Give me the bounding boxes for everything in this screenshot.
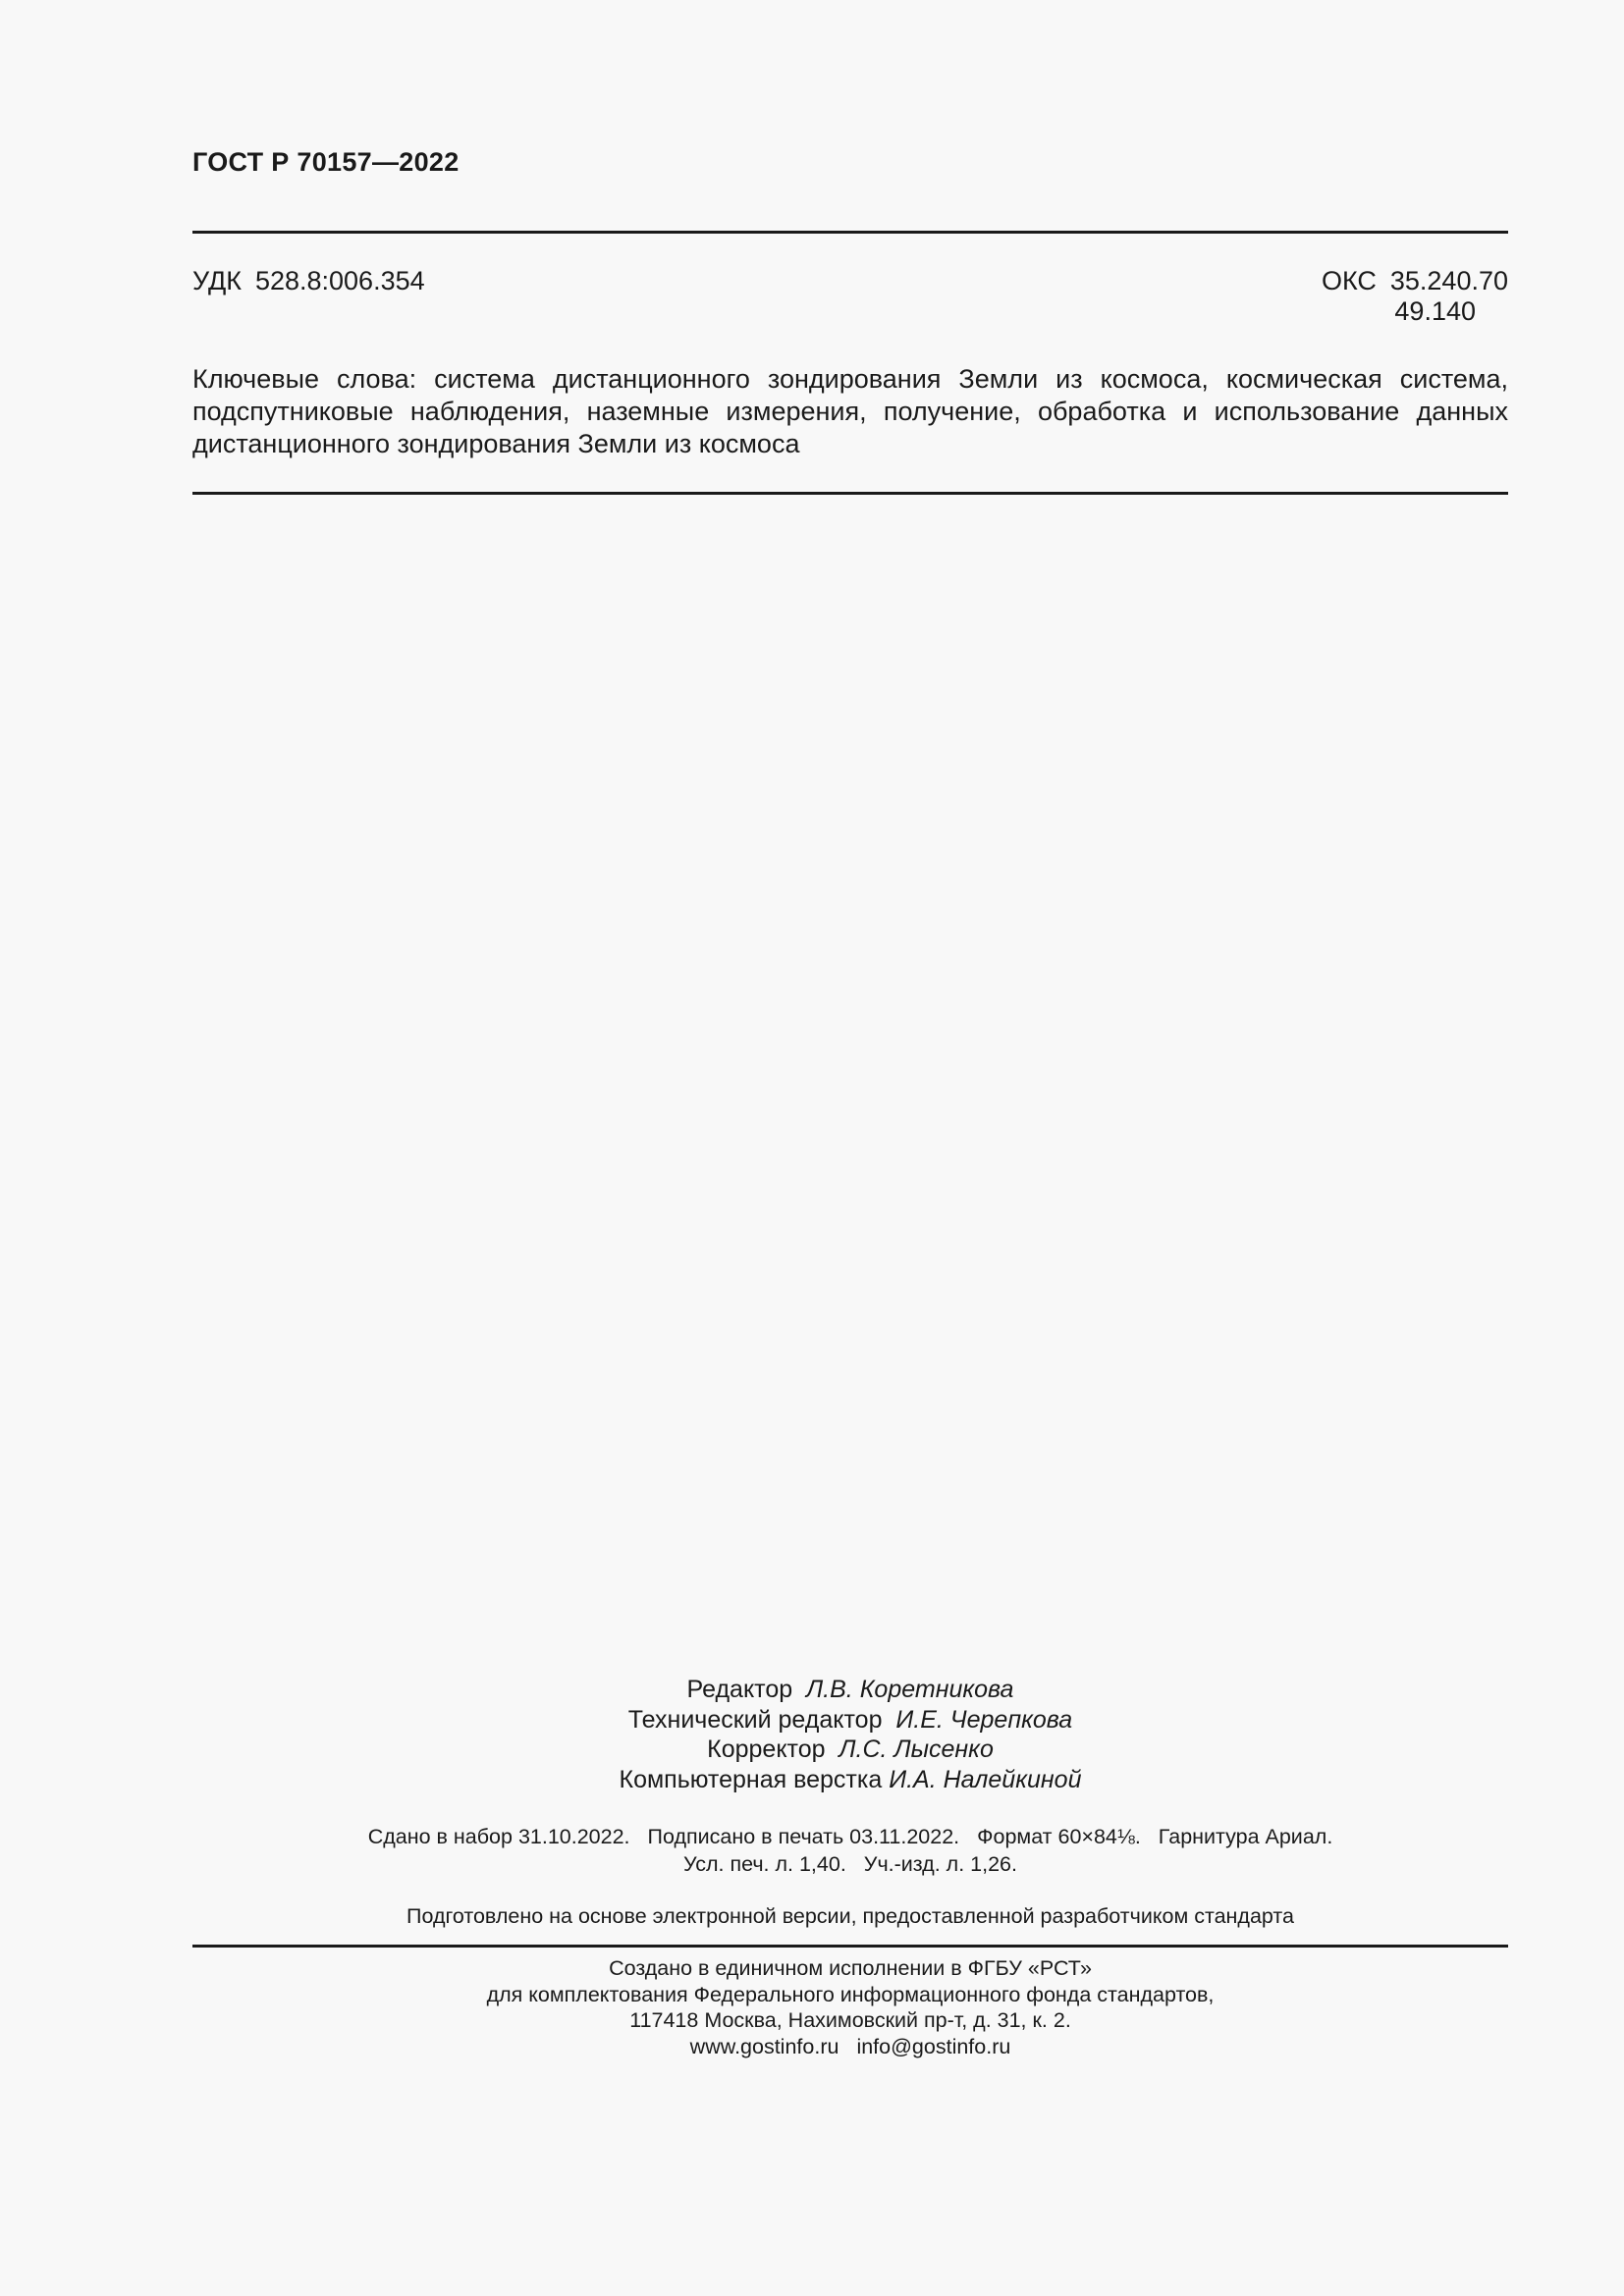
email-link[interactable]: info@gostinfo.ru [856,2034,1011,2058]
layout-name: И.А. Налейкиной [889,1765,1082,1793]
print-sheets: Усл. печ. л. 1,40. [682,1852,846,1876]
publisher-line-2: для комплектования Федерального информационного фонда стандартов, [486,1982,1215,2006]
keywords-divider [192,492,1508,495]
corrector-name: Л.С. Лысенко [839,1735,994,1763]
oks-value-2: 49.140 [1394,296,1476,326]
udk-value: 528.8:006.354 [254,266,425,295]
prepared-note: Подготовлено на основе электронной версии, предоставленной разработчиком стандарта [406,1904,1294,1928]
submitted-date: Сдано в набор 31.10.2022. [367,1825,630,1848]
editor-label: Редактор [686,1676,793,1703]
oks-block [1322,266,1508,327]
editor-name: Л.В. Коретникова [806,1676,1014,1703]
publisher-address: 117418 Москва, Нахимовский пр-т, д. 31, к. 2. [629,2008,1071,2032]
udk-label: УДК [192,266,242,295]
typeface: Гарнитура Ариал. [1158,1825,1333,1848]
credit-layout [192,1765,1508,1795]
oks-value-1: 35.240.70 [1389,266,1508,295]
oks-label: ОКС [1321,266,1377,295]
print-info-line-2 [192,1850,1508,1878]
print-info-block [192,1823,1508,1878]
credit-editor [192,1675,1508,1705]
credit-corrector [192,1735,1508,1765]
tech-editor-name: И.Е. Черепкова [895,1705,1073,1734]
top-divider [192,231,1508,234]
website-link[interactable]: www.gostinfo.ru [689,2034,839,2058]
publisher-line-1: Создано в единичном исполнении в ФГБУ «РСТ» [609,1956,1092,1980]
corrector-label: Корректор [707,1735,826,1763]
print-info-line-1 [192,1823,1508,1850]
udk-block [192,266,425,296]
credits-block [192,1675,1508,1794]
layout-label: Компьютерная верстка [619,1765,883,1793]
edition-sheets: Уч.-изд. л. 1,26. [863,1852,1017,1876]
publisher-divider [192,1945,1508,1948]
print-format: Формат 60×84⅛. [977,1825,1141,1848]
document-id: ГОСТ Р 70157—2022 [192,147,460,177]
signed-date: Подписано в печать 03.11.2022. [647,1825,960,1848]
credit-tech-editor [192,1705,1508,1735]
tech-editor-label: Технический редактор [627,1705,883,1734]
publisher-contacts [192,2034,1508,2060]
publisher-block [192,1955,1508,2059]
keywords-paragraph: Ключевые слова: система дистанционного зондирования Земли из космоса, космическая система, подспутниковые наблюдения, наземные измерения, получение, обработка и использование данных дистанционного зондирования Земли из космоса [192,364,1508,458]
